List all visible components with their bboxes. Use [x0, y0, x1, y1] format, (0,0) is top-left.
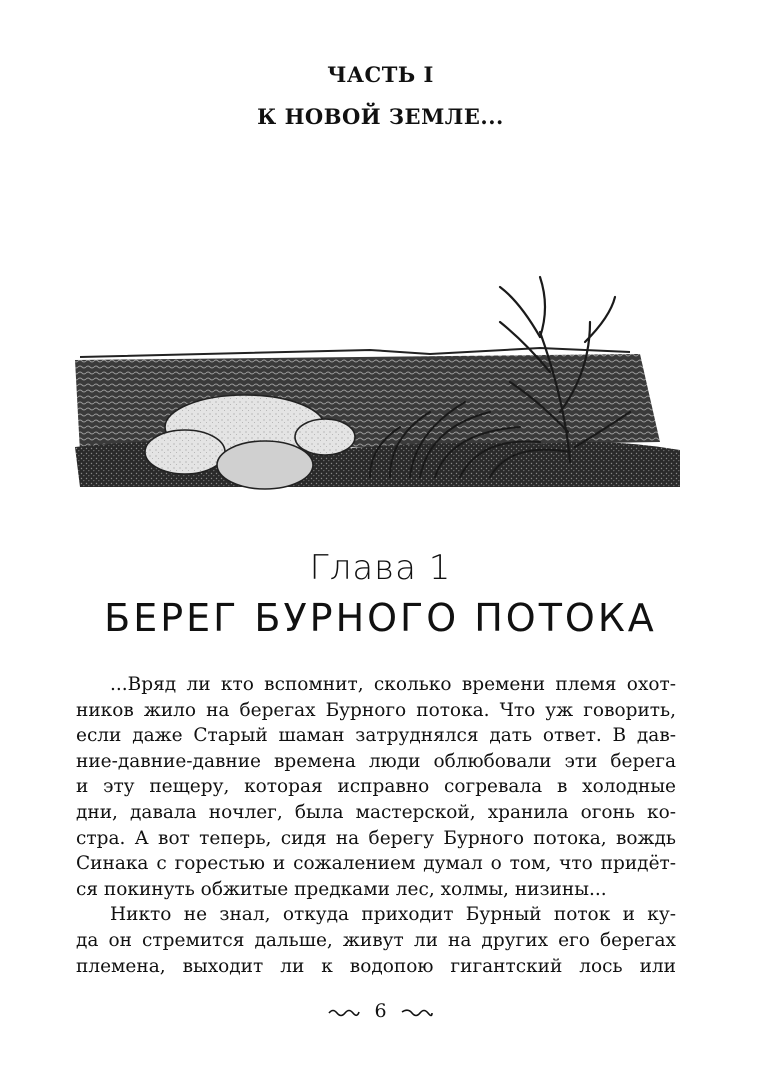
text-line: если даже Старый шаман затруднялся дать ответ. В дав- — [76, 725, 676, 747]
part-number: ЧАСТЬ I — [327, 62, 434, 87]
page-footer — [0, 1000, 761, 1022]
chapter-title: БЕРЕГ БУРНОГО ПОТОКА — [104, 596, 657, 640]
text-line: стра. А вот теперь, сидя на берегу Бурного потока, вождь — [76, 827, 676, 849]
text-line: дни, давала ночлег, была мастерской, хранила огонь ко- — [76, 801, 676, 823]
chapter-label: Глава 1 — [309, 548, 452, 588]
text-line: и эту пещеру, которая исправно согревала в холодные — [76, 776, 676, 798]
ornament-left-icon — [328, 1007, 360, 1017]
landscape-illustration — [70, 262, 690, 502]
ornament-right-icon — [401, 1007, 433, 1017]
text-line: ние-давние-давние времена люди облюбовали эти берега — [76, 750, 676, 772]
text-line: да он стремится дальше, живут ли на других его берегах — [76, 929, 676, 951]
page-number: 6 — [374, 1000, 387, 1022]
text-line: ...Вряд ли кто вспомнит, сколько времени племя охот- — [110, 674, 676, 695]
text-line: ников жило на берегах Бурного потока. Что уж говорить, — [76, 699, 676, 721]
part-title: К НОВОЙ ЗЕМЛЕ... — [257, 104, 504, 129]
text-line: Синака с горестью и сожалением думал о том, что придёт- — [76, 853, 676, 875]
body-text — [76, 672, 676, 979]
text-line: Никто не знал, откуда приходит Бурный поток и ку- — [110, 904, 676, 926]
text-line: ся покинуть обжитые предками лес, холмы, низины... — [76, 878, 607, 900]
text-line: племена, выходит ли к водопою гигантский лось или — [76, 955, 676, 977]
